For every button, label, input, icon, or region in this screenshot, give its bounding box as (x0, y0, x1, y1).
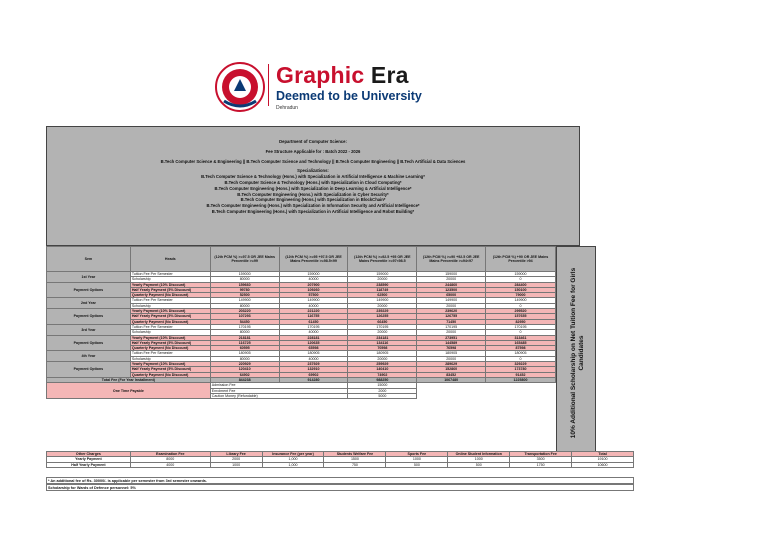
fee-cell: 82950 (486, 319, 556, 324)
fee-cell: 159660 (210, 282, 279, 287)
other-charges-table (46, 451, 634, 468)
column-header: (12th PCM %) +90 OR JEE Mains Percentile >94 (486, 247, 556, 272)
fee-cell: 220929 (210, 362, 279, 367)
row-head: Quarterly Payment (No Discount) (130, 319, 210, 324)
fee-cell: 149900 (279, 298, 348, 303)
row-head: Tuition Fee Per Semester (130, 298, 210, 303)
fee-cell: 61450 (279, 319, 348, 324)
brand-location: Dehradun (276, 105, 298, 111)
fee-cell: 120635 (279, 340, 348, 345)
brand-name (276, 63, 422, 87)
one-time-fee-name: Admission Fee (210, 383, 348, 388)
fee-cell: 126755 (417, 314, 486, 319)
fee-cell: 228181 (279, 335, 348, 340)
other-charge-head: Total (572, 452, 634, 457)
fee-cell: 234181 (348, 335, 417, 340)
note-additional-fee: * An additional fee of Rs. 30000/- is applicable per semester from 3rd semester onwards. (46, 477, 634, 484)
fee-cell: 62500 (348, 293, 417, 298)
fee-cell: 284400 (486, 282, 556, 287)
column-header: (12th PCM %) >=90 +92.5 OR JEE Mains Percentile >=94<97 (417, 247, 486, 272)
fee-cell: 170195 (486, 324, 556, 329)
payment-options-label: Payment Options (47, 282, 131, 298)
row-head: Scholarship (130, 277, 210, 282)
fee-cell: 83452 (417, 372, 486, 377)
row-head: Quarterly Payment (No Discount) (130, 372, 210, 377)
girls-scholarship-text: 10% Additional Scholarship on Net Tuition Fee for Girls Candidates (570, 267, 585, 439)
payment-options-label: Payment Options (47, 309, 131, 325)
brand-name-black: Era (370, 62, 409, 88)
brand-block (276, 63, 422, 111)
fee-cell: 259929 (348, 362, 417, 367)
fee-cell: 140410 (348, 367, 417, 372)
other-charge-value: 2000 (210, 457, 262, 462)
year-label: 4th Year (47, 351, 131, 362)
fee-cell: 40000 (279, 356, 348, 361)
other-charge-head: Transportation Fee (510, 452, 572, 457)
one-time-fee-value: 15000 (348, 383, 417, 388)
fee-cell: 149900 (348, 298, 417, 303)
fee-cell: 149900 (486, 298, 556, 303)
fee-cell: 159000 (348, 272, 417, 277)
fee-cell: 159000 (417, 272, 486, 277)
row-head: Half Yearly Payment (5% Discount) (130, 340, 210, 345)
fee-table-header-row (47, 247, 556, 272)
fee-cell: 180905 (210, 351, 279, 356)
fee-cell: 289629 (417, 362, 486, 367)
fee-cell: 80000 (210, 303, 279, 308)
row-head: Scholarship (130, 356, 210, 361)
other-charge-value: 1000 (386, 457, 448, 462)
one-time-label: One Time Payable (47, 383, 211, 399)
year-label: 3rd Year (47, 324, 131, 335)
one-time-fee-name: Caution Money (Refundable) (210, 393, 348, 398)
spec-item: B.Tech Computer Engineering (Hons.) with Specialization in Artificial Intelligence and Robot Building* (211, 208, 415, 214)
fee-cell: 150100 (486, 287, 556, 292)
fee-cell: 239229 (348, 309, 417, 314)
fee-cell: 20000 (348, 303, 417, 308)
other-charge-value: 1000 (210, 462, 262, 467)
other-charge-value: 1000 (448, 457, 510, 462)
fee-cell: 60595 (210, 346, 279, 351)
total-value: 1067480 (417, 377, 486, 382)
fee-cell: 173780 (486, 367, 556, 372)
fee-cell: 80000 (210, 330, 279, 335)
fee-cell: 123500 (417, 287, 486, 292)
brand-name-red: Graphic (276, 62, 365, 88)
total-value: 914280 (279, 377, 348, 382)
fee-cell: 118749 (348, 287, 417, 292)
row-head: Yearly Payment (10% Discount) (130, 282, 210, 287)
fee-cell: 170195 (210, 324, 279, 329)
fee-cell: 180905 (486, 351, 556, 356)
payment-options-label: Payment Options (47, 362, 131, 378)
column-header: (12th PCM %) >=95 +97.5 OR JEE Mains Percentile >=98.5<99 (279, 247, 348, 272)
fee-cell: 273951 (417, 335, 486, 340)
spec-item: B.Tech Computer Science & Technology (Hons.) with Specialization in Cloud Computing* (224, 179, 402, 185)
fee-cell: 65000 (417, 293, 486, 298)
fee-cell: 80000 (210, 277, 279, 282)
fee-cell: 20000 (348, 356, 417, 361)
total-value: 988250 (348, 377, 417, 382)
fee-cell: 74902 (348, 372, 417, 377)
fee-cell: 203220 (210, 309, 279, 314)
fee-cell: 20000 (348, 277, 417, 282)
other-charge-value: 500 (386, 462, 448, 467)
other-charge-head: Examination Fee (130, 452, 210, 457)
fee-cell: 159000 (210, 272, 279, 277)
brand-tagline: Deemed to be University (276, 89, 422, 103)
fee-cell: 107293 (210, 314, 279, 319)
one-time-fee-value: 2000 (348, 388, 417, 393)
fee-cell: 40000 (279, 277, 348, 282)
other-charge-value: 500 (448, 462, 510, 467)
fee-cell: 237929 (279, 362, 348, 367)
payment-options-label: Payment Options (47, 335, 131, 351)
row-head: Scholarship (130, 330, 210, 335)
column-header: Heads (130, 247, 210, 272)
logo-divider (268, 64, 269, 106)
spec-item: B.Tech Computer Engineering (Hons.) with Specialization in BlockChain* (240, 197, 386, 203)
sheet-header (46, 126, 580, 246)
fee-cell: 170195 (279, 324, 348, 329)
program-list: B.Tech Computer Science & Engineering || B.Tech Computer Science and Technology || B.Tech Computer Engineering || B.Tech Artificial & Data Sciences (160, 158, 466, 164)
fee-cell: 20000 (417, 356, 486, 361)
fee-cell: 20000 (417, 330, 486, 335)
other-charge-value: 1,000 (262, 457, 324, 462)
total-value: 1225800 (486, 377, 556, 382)
fee-cell: 221220 (279, 309, 348, 314)
fee-cell: 20000 (348, 330, 417, 335)
fee-cell: 20000 (417, 303, 486, 308)
other-charges-row (47, 462, 634, 467)
other-charge-head: Other Charges (47, 452, 131, 457)
total-value: 844238 (210, 377, 279, 382)
row-head: Tuition Fee Per Semester (130, 351, 210, 356)
fee-cell: 180905 (279, 351, 348, 356)
row-head: Half Yearly Payment (5% Discount) (130, 314, 210, 319)
fee-cell: 40000 (279, 330, 348, 335)
one-time-fee-value: 5000 (348, 393, 417, 398)
other-charge-value: 19100 (572, 457, 634, 462)
fee-cell: 165485 (486, 340, 556, 345)
column-header: (12th PCM %) >=97.5 OR JEE Mains Percentile >=99 (210, 247, 279, 272)
row-head: Yearly Payment (10% Discount) (130, 335, 210, 340)
total-label: Total Fee (For Year Installment) (47, 377, 211, 382)
fee-cell: 239620 (417, 309, 486, 314)
fee-cell: 149900 (210, 298, 279, 303)
other-charge-head: Sports Fee (386, 452, 448, 457)
spec-title: Specializations: (297, 168, 329, 174)
fee-cell: 79000 (486, 293, 556, 298)
fee-cell: 87598 (486, 346, 556, 351)
fee-structure-sheet (46, 126, 634, 492)
fee-cell: 57500 (279, 293, 348, 298)
fee-cell: 99780 (210, 287, 279, 292)
other-charge-head: Students Welfare Fee (324, 452, 386, 457)
year-label: 2nd Year (47, 298, 131, 309)
fee-cell: 52500 (210, 293, 279, 298)
university-seal-logo (214, 61, 266, 113)
fee-line: Fee Structure Applicable for : Batch 2022 - 2026 (265, 148, 361, 154)
fee-cell: 207900 (279, 282, 348, 287)
fee-cell: 0 (486, 356, 556, 361)
other-charge-row-label: Yearly Payment (47, 457, 131, 462)
note-defence-scholarship: Scholarship for Wards of Defence personnel: 5% (46, 484, 634, 491)
fee-cell: 170195 (348, 324, 417, 329)
row-head: Scholarship (130, 303, 210, 308)
fee-cell: 299520 (486, 309, 556, 314)
row-head: Tuition Fee Per Semester (130, 272, 210, 277)
other-charge-value: 8000 (130, 457, 210, 462)
fee-cell: 80000 (210, 356, 279, 361)
fee-table (46, 246, 556, 399)
fee-cell: 116755 (279, 314, 348, 319)
fee-cell: 54450 (210, 319, 279, 324)
fee-cell: 76598 (417, 346, 486, 351)
other-charge-value: 3500 (510, 457, 572, 462)
fee-cell: 70598 (348, 346, 417, 351)
fee-cell: 159000 (486, 272, 556, 277)
fee-cell: 65598 (279, 346, 348, 351)
fee-cell: 0 (486, 303, 556, 308)
fee-cell: 149900 (417, 298, 486, 303)
row-head: Quarterly Payment (No Discount) (130, 346, 210, 351)
fee-cell: 0 (486, 330, 556, 335)
fee-cell: 69902 (279, 372, 348, 377)
fee-cell: 116725 (210, 340, 279, 345)
spec-item: B.Tech Computer Engineering (Hons.) with Specialization in Information Security and Artificial Intelligence* (206, 203, 420, 209)
fee-cell: 71450 (417, 319, 486, 324)
fee-cell: 126255 (348, 314, 417, 319)
fee-cell: 157655 (486, 314, 556, 319)
row-head: Half Yearly Payment (5% Discount) (130, 367, 210, 372)
fee-cell: 91452 (486, 372, 556, 377)
column-header: (12th PCM %) >=92.5 +95 OR JEE Mains Percentile >=97<98.5 (348, 247, 417, 272)
other-charge-value: 10600 (572, 462, 634, 467)
row-head: Yearly Payment (10% Discount) (130, 362, 210, 367)
other-charge-value: 1750 (510, 462, 572, 467)
row-head: Quarterly Payment (No Discount) (130, 293, 210, 298)
one-time-fee-name: Enrolment Fee (210, 388, 348, 393)
other-charge-value: 1500 (324, 457, 386, 462)
fee-cell: 40000 (279, 303, 348, 308)
row-head: Half Yearly Payment (5% Discount) (130, 287, 210, 292)
spec-item: B.Tech Computer Engineering (Hons.) with Specialization in Cyber Security* (237, 191, 389, 197)
fee-cell: 64902 (210, 372, 279, 377)
other-charge-row-label: Half Yearly Payment (47, 462, 131, 467)
other-charge-value: 4000 (130, 462, 210, 467)
fee-cell: 313461 (486, 335, 556, 340)
fee-cell: 238590 (348, 282, 417, 287)
spec-item: B.Tech Computer Engineering (Hons.) with Specialization in Deep Learning & Artificial Intelligence* (214, 185, 412, 191)
other-charge-head: Online Student Information (448, 452, 510, 457)
fee-cell: 66450 (348, 319, 417, 324)
other-charge-value: 750 (324, 462, 386, 467)
dept-title: Department of Computer Science: (279, 139, 347, 144)
fee-cell: 144589 (417, 340, 486, 345)
column-header: Sem (47, 247, 131, 272)
other-charge-head: Insurance Fee (per year) (262, 452, 324, 457)
fee-cell: 218181 (210, 335, 279, 340)
row-head: Yearly Payment (10% Discount) (130, 309, 210, 314)
girls-scholarship-box (556, 246, 596, 452)
fee-cell: 0 (486, 277, 556, 282)
other-charge-value: 1,000 (262, 462, 324, 467)
empty-cell (417, 393, 556, 398)
fee-cell: 180905 (348, 351, 417, 356)
fee-cell: 170195 (417, 324, 486, 329)
fee-cell: 132910 (279, 367, 348, 372)
other-charge-head: Library Fee (210, 452, 262, 457)
fee-cell: 20000 (417, 277, 486, 282)
fee-cell: 159000 (279, 272, 348, 277)
spec-item: B.Tech Computer Science & Technology (Hons.) with Specialization in Artificial Intelligence & Machine Learning* (201, 174, 425, 180)
year-label: 1st Year (47, 272, 131, 283)
fee-cell: 180905 (417, 351, 486, 356)
fee-cell: 134116 (348, 340, 417, 345)
fee-cell: 120410 (210, 367, 279, 372)
fee-cell: 152860 (417, 367, 486, 372)
fee-cell: 329229 (486, 362, 556, 367)
row-head: Tuition Fee Per Semester (130, 324, 210, 329)
fee-cell: 244860 (417, 282, 486, 287)
fee-cell: 109260 (279, 287, 348, 292)
